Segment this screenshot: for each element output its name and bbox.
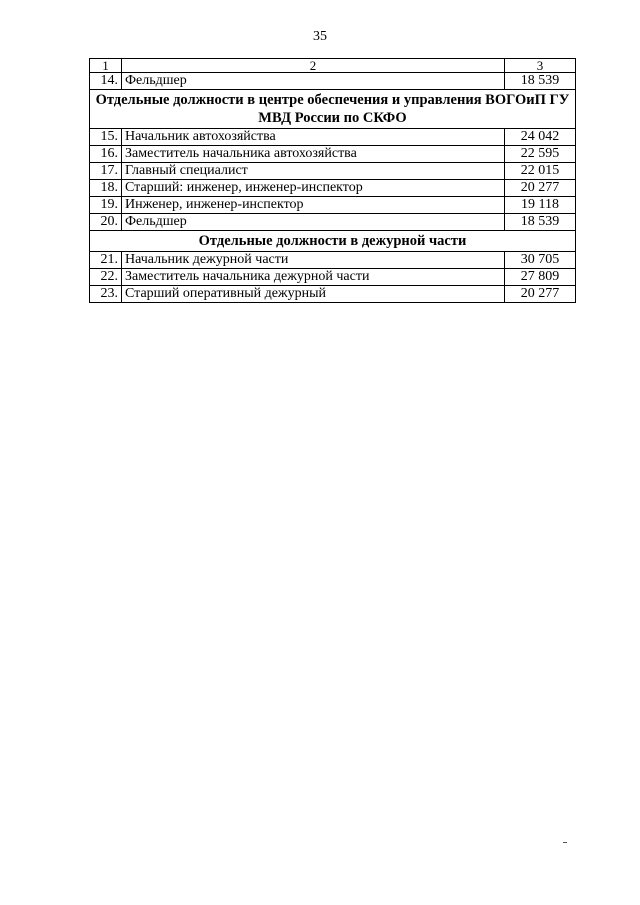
table-row (90, 252, 576, 269)
position-name: Фельдшер (122, 73, 505, 90)
table-row (90, 129, 576, 146)
column-number-1: 1 (90, 59, 122, 73)
position-name: Начальник дежурной части (122, 252, 505, 269)
row-number: 23. (90, 286, 122, 303)
salary-value: 30 705 (505, 252, 576, 269)
row-number: 18. (90, 180, 122, 197)
table-row (90, 286, 576, 303)
position-name: Заместитель начальника автохозяйства (122, 146, 505, 163)
position-name: Фельдшер (122, 214, 505, 231)
row-number: 14. (90, 73, 122, 90)
page-number: 35 (313, 29, 327, 44)
row-number: 20. (90, 214, 122, 231)
table-row (90, 269, 576, 286)
row-number: 15. (90, 129, 122, 146)
salary-table (89, 58, 576, 303)
salary-value: 18 539 (505, 214, 576, 231)
column-number-2: 2 (122, 59, 505, 73)
position-name: Старший: инженер, инженер-инспектор (122, 180, 505, 197)
row-number: 17. (90, 163, 122, 180)
position-name: Старший оперативный дежурный (122, 286, 505, 303)
salary-value: 27 809 (505, 269, 576, 286)
column-number-3: 3 (505, 59, 576, 73)
table-row (90, 73, 576, 90)
column-number-row (90, 59, 576, 73)
row-number: 22. (90, 269, 122, 286)
salary-value: 22 015 (505, 163, 576, 180)
position-name: Начальник автохозяйства (122, 129, 505, 146)
position-name: Главный специалист (122, 163, 505, 180)
section-title: Отдельные должности в центре обеспечения и управления ВОГОиП ГУ МВД России по СКФО (90, 90, 576, 129)
row-number: 16. (90, 146, 122, 163)
row-number: 19. (90, 197, 122, 214)
salary-value: 22 595 (505, 146, 576, 163)
row-number: 21. (90, 252, 122, 269)
table-row (90, 197, 576, 214)
section-title: Отдельные должности в дежурной части (90, 231, 576, 252)
table-row (90, 214, 576, 231)
salary-value: 18 539 (505, 73, 576, 90)
salary-value: 24 042 (505, 129, 576, 146)
table-row (90, 146, 576, 163)
table-row (90, 163, 576, 180)
section-heading-row (90, 90, 576, 129)
section-heading-row (90, 231, 576, 252)
salary-value: 20 277 (505, 180, 576, 197)
salary-value: 19 118 (505, 197, 576, 214)
salary-value: 20 277 (505, 286, 576, 303)
table-row (90, 180, 576, 197)
position-name: Инженер, инженер-инспектор (122, 197, 505, 214)
position-name: Заместитель начальника дежурной части (122, 269, 505, 286)
scan-mark (563, 842, 567, 843)
